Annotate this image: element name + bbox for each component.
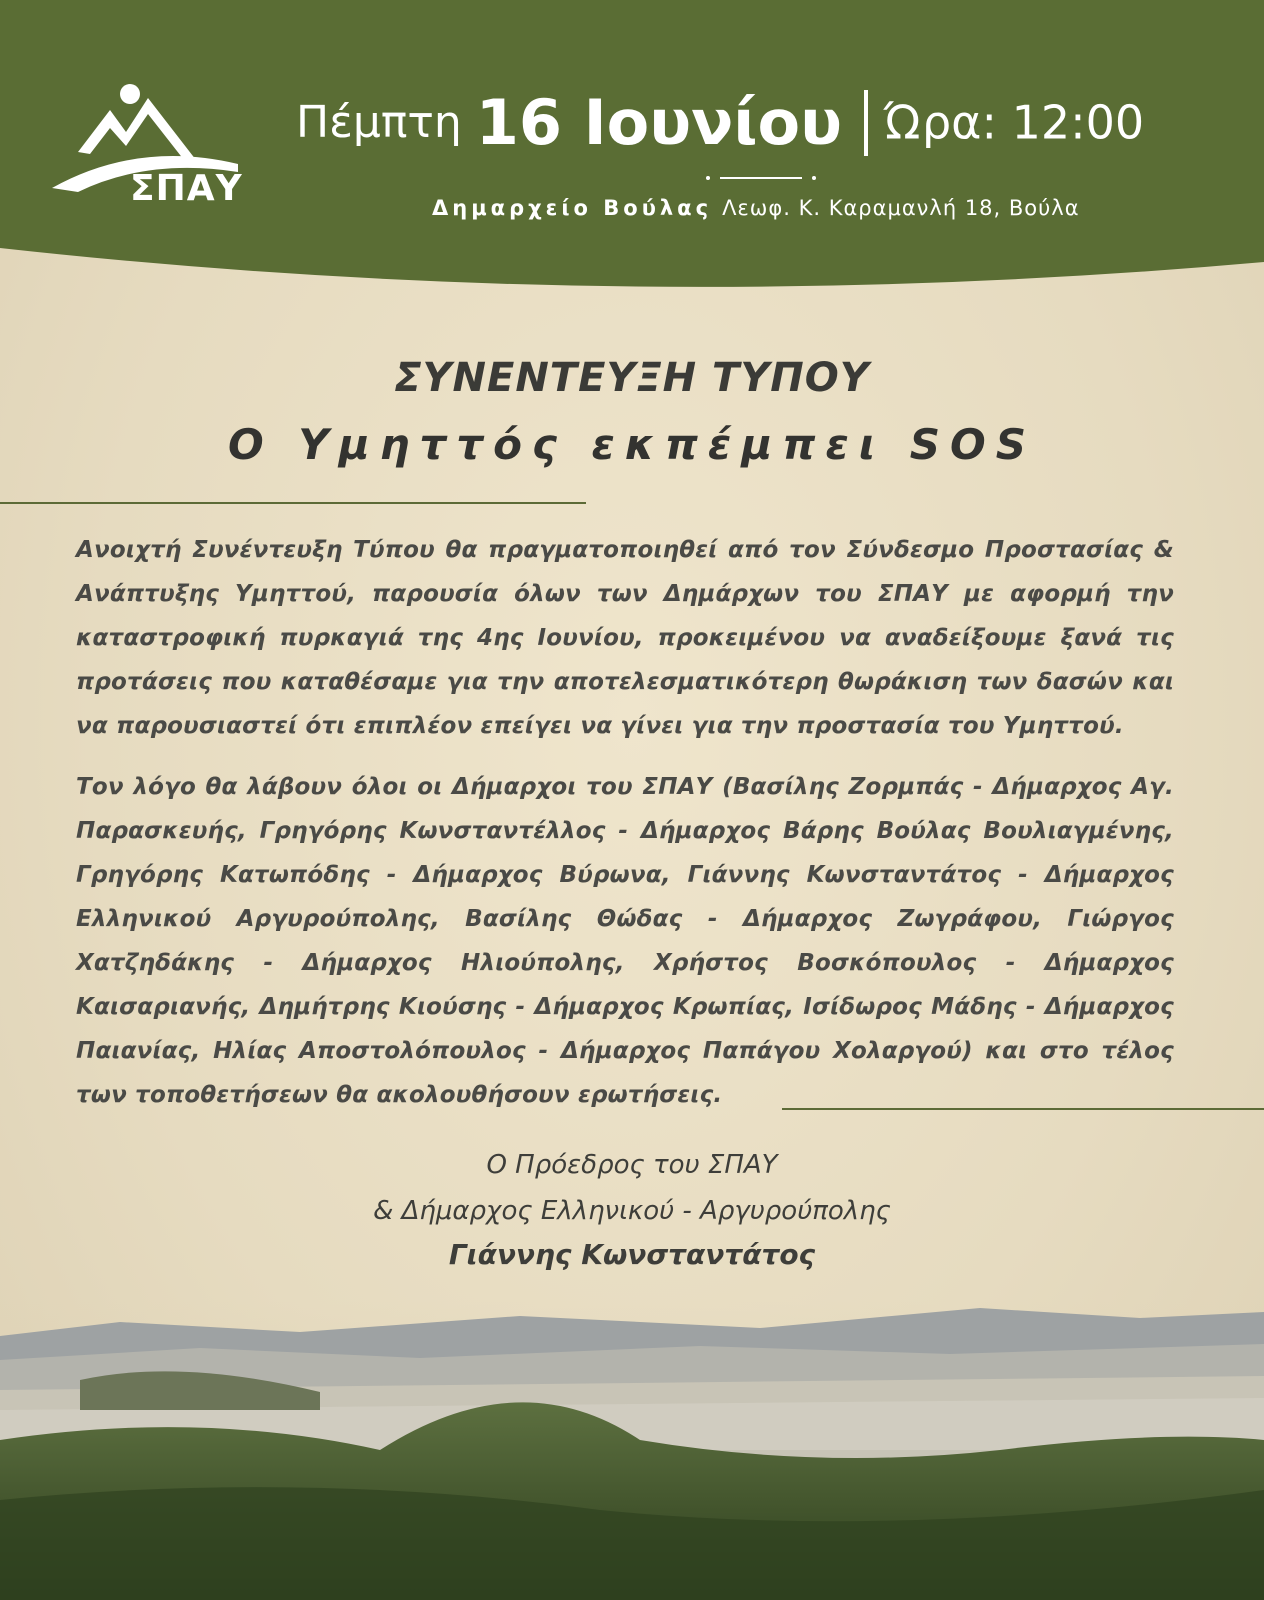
event-date-line — [296, 86, 1196, 159]
divider-left — [0, 502, 586, 504]
event-day: Πέμπτη — [296, 97, 462, 148]
logo-wordmark: ΣΠΑΥ — [130, 168, 243, 209]
divider-right — [782, 1108, 1264, 1110]
signature-role-2: & Δήμαρχος Ελληνικού - Αργυρούπολης — [373, 1196, 891, 1226]
dotted-ornament — [706, 176, 816, 180]
event-date: 16 Ιουνίου — [475, 86, 842, 159]
event-venue — [432, 196, 1080, 220]
event-time: Ώρα: 12:00 — [883, 95, 1145, 150]
heading-subtitle: Ο Υμηττός εκπέμπει SOS — [227, 420, 1037, 469]
venue-address: Λεωφ. Κ. Καραμανλή 18, Βούλα — [722, 196, 1080, 220]
signature-role: Ο Πρόεδρος του ΣΠΑΥ — [486, 1150, 778, 1180]
body-paragraph-1: Ανοιχτή Συνέντευξη Τύπου θα πραγματοποιηθεί από τον Σύνδεσμο Προστασίας & Ανάπτυξης Υμηττού, παρουσία όλων των Δημάρχων του ΣΠΑΥ με αφορμή την καταστροφική πυρκαγιά της 4ης Ιουνίου, προκειμένου να αναδείξουμε ξανά τις προτάσεις που καταθέσαμε για την αποτελεσματικότερη θωράκιση των δασών και να παρουσιαστεί ότι επιπλέον επείγει να γίνει για την προστασία του Υμηττού. — [76, 537, 1174, 739]
signature-name: Γιάννης Κωνσταντάτος — [448, 1238, 816, 1271]
body-paragraph-2: Τον λόγο θα λάβουν όλοι οι Δήμαρχοι του ΣΠΑΥ (Βασίλης Ζορμπάς - Δήμαρχος Αγ. Παρασκευής, Γρηγόρης Κωνσταντέλλος - Δήμαρχος Βάρης Βούλας Βουλιαγμένης, Γρηγόρης Κατωπόδης - Δήμαρχος Βύρωνα, Γιάννης Κωνσταντάτος - Δήμαρχος Ελληνικού Αργυρούπολης, Βασίλης Θώδας - Δήμαρχος Ζωγράφου, Γιώργος Χατζηδάκης - Δήμαρχος Ηλιούπολης, Χρήστος Βοσκόπουλος - Δήμαρχος Καισαριανής, Δημήτρης Κιούσης - Δήμαρχος Κρωπίας, Ισίδωρος Μάδης - Δήμαρχος Παιανίας, Ηλίας Αποστολόπουλος - Δήμαρχος Παπάγου Χολαργού) και στο τέλος των τοποθετήσεων θα ακολουθήσουν ερωτήσεις. — [76, 774, 1174, 1108]
divider-bar — [864, 90, 868, 156]
hymettus-landscape-image — [0, 1300, 1264, 1600]
venue-name: Δημαρχείο Βούλας — [432, 196, 713, 220]
heading-press-conference: ΣΥΝΕΝΤΕΥΞΗ ΤΥΠΟΥ — [394, 355, 870, 401]
